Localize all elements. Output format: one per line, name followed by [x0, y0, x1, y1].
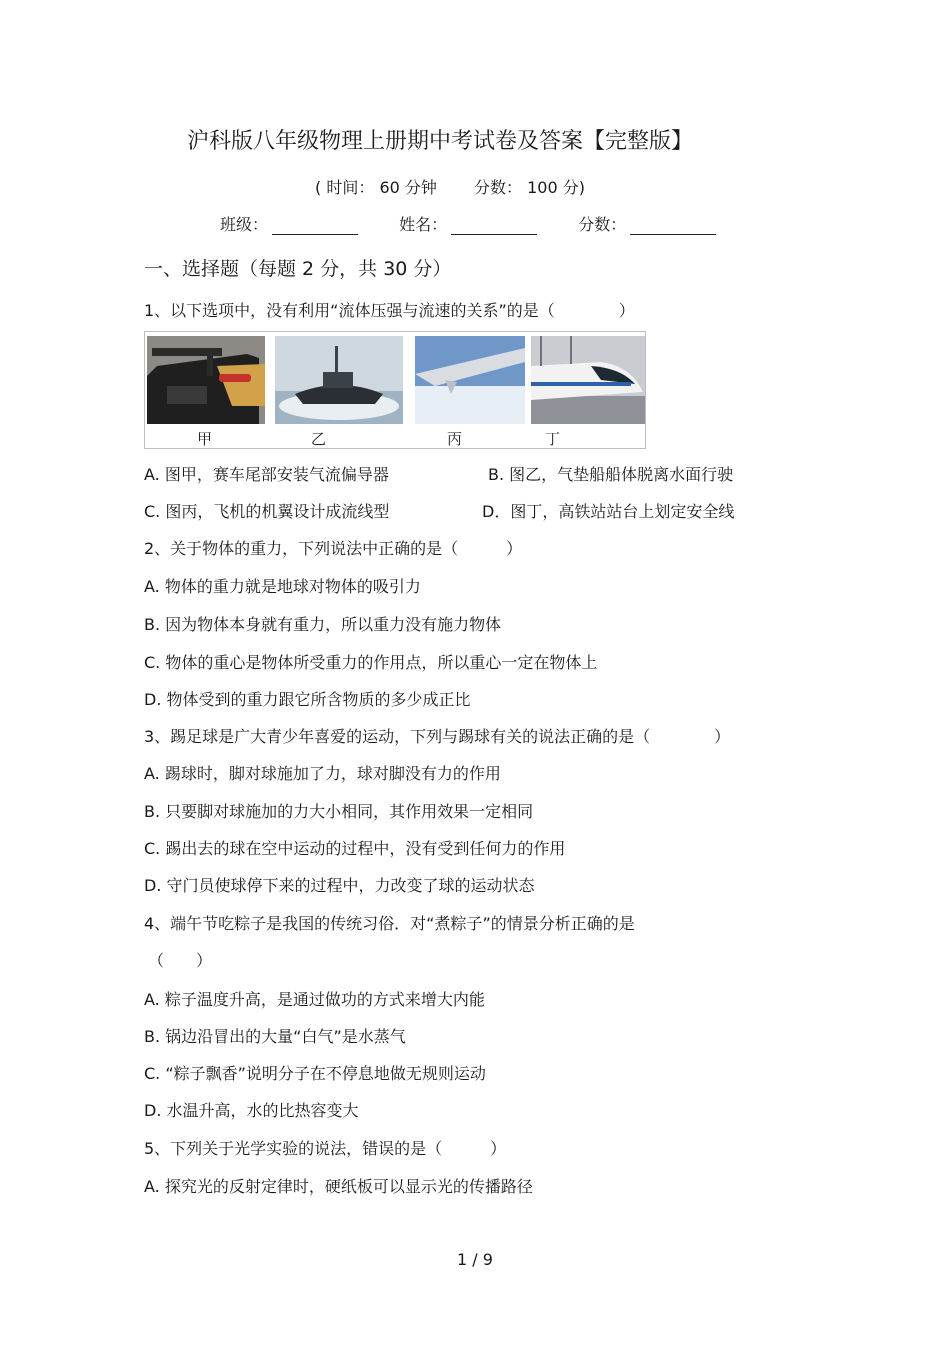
question-4-option-a: A. 粽子温度升高，是通过做功的方式来增大内能: [144, 990, 485, 1009]
question-4-stem-bracket: （ ）: [148, 951, 213, 970]
question-4-option-b: B. 锅边沿冒出的大量“白气”是水蒸气: [144, 1027, 406, 1046]
question-2-option-b: B. 因为物体本身就有重力，所以重力没有施力物体: [144, 615, 502, 634]
caption-yi: 乙: [311, 430, 327, 448]
question-1-option-a: A. 图甲，赛车尾部安装气流偏导器: [144, 465, 389, 484]
page-number: 1 / 9: [457, 1250, 493, 1269]
student-fields: [220, 212, 752, 235]
name-field: [399, 212, 537, 235]
question-2-option-c: C. 物体的重心是物体所受重力的作用点，所以重心一定在物体上: [144, 653, 598, 672]
name-label: 姓名：: [399, 215, 448, 234]
question-3-stem: 3、踢足球是广大青少年喜爱的运动，下列与踢球有关的说法正确的是（ ）: [144, 727, 731, 746]
class-label: 班级：: [220, 215, 269, 234]
score-field: [578, 212, 716, 235]
question-3-option-b: B. 只要脚对球施加的力大小相同，其作用效果一定相同: [144, 802, 534, 821]
question-3-option-d: D. 守门员使球停下来的过程中，力改变了球的运动状态: [144, 876, 535, 895]
question-1-stem: 1、以下选项中，没有利用“流体压强与流速的关系”的是（ ）: [144, 301, 635, 320]
hovercraft-image: [275, 336, 403, 424]
question-1-figure: [144, 331, 646, 449]
exam-total-score: 分数： 100 分): [474, 178, 585, 197]
question-2-stem: 2、关于物体的重力，下列说法中正确的是（ ）: [144, 539, 523, 558]
page-title: 沪科版八年级物理上册期中考试卷及答案【完整版】: [186, 129, 693, 154]
question-5-option-a: A. 探究光的反射定律时，硬纸板可以显示光的传播路径: [144, 1177, 533, 1196]
question-2-option-d: D. 物体受到的重力跟它所含物质的多少成正比: [144, 690, 471, 709]
question-4-stem: 4、端午节吃粽子是我国的传统习俗．对“煮粽子”的情景分析正确的是: [144, 914, 635, 933]
name-blank: [451, 216, 537, 235]
score-blank: [630, 216, 716, 235]
race-car-image: [147, 336, 265, 424]
caption-jia: 甲: [197, 430, 213, 448]
aircraft-wing-image: [415, 336, 525, 424]
question-5-stem: 5、下列关于光学实验的说法，错误的是（ ）: [144, 1139, 507, 1158]
score-label: 分数：: [578, 215, 627, 234]
high-speed-train-image: [531, 336, 645, 424]
class-field: [220, 212, 358, 235]
caption-bing: 丙: [447, 430, 463, 448]
question-3-option-a: A. 踢球时，脚对球施加了力，球对脚没有力的作用: [144, 764, 501, 783]
question-1-option-c: C. 图丙，飞机的机翼设计成流线型: [144, 502, 390, 521]
section-heading: 一、选择题（每题 2 分，共 30 分）: [144, 258, 452, 280]
question-4-option-d: D. 水温升高，水的比热容变大: [144, 1101, 359, 1120]
question-4-option-c: C. “粽子飘香”说明分子在不停息地做无规则运动: [144, 1064, 486, 1083]
question-3-option-c: C. 踢出去的球在空中运动的过程中，没有受到任何力的作用: [144, 839, 566, 858]
caption-ding: 丁: [545, 430, 561, 448]
class-blank: [272, 216, 358, 235]
exam-meta: [0, 175, 900, 198]
question-2-option-a: A. 物体的重力就是地球对物体的吸引力: [144, 577, 421, 596]
question-1-option-d: D．图丁，高铁站站台上划定安全线: [482, 502, 735, 521]
exam-time: ( 时间： 60 分钟: [315, 178, 437, 197]
question-1-option-b: B. 图乙，气垫船船体脱离水面行驶: [488, 465, 734, 484]
